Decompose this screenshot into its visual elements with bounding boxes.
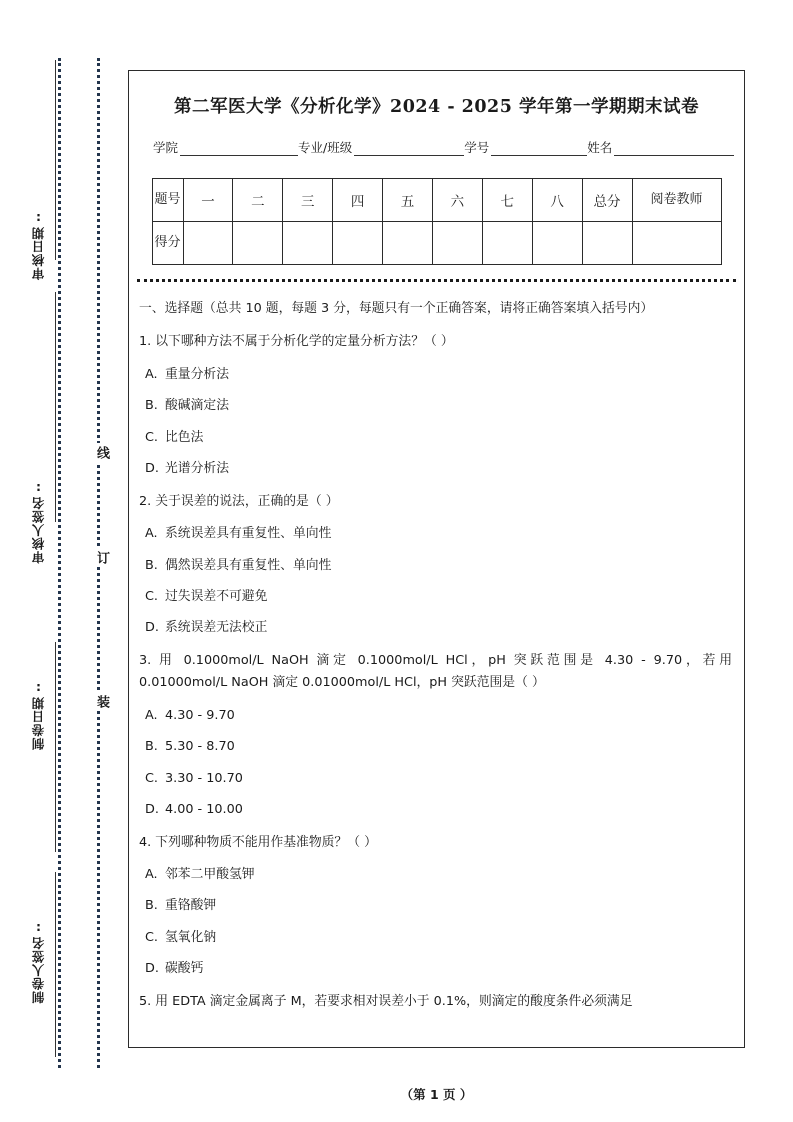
option-text: 碳酸钙 [165,961,204,977]
question-1-option-d[interactable] [145,459,732,479]
field-name-label: 姓名 [587,140,613,155]
field-student-id-input[interactable] [491,141,587,156]
score-cell-total[interactable] [582,222,632,265]
field-name-input[interactable] [614,141,734,156]
option-text: 重铬酸钾 [165,898,217,914]
table-row-question-numbers [152,179,721,222]
question-2-option-c[interactable] [145,587,732,607]
col-header-7: 七 [482,179,532,222]
field-college-input[interactable] [180,141,298,156]
question-4-option-a[interactable] [145,865,732,885]
score-cell-6[interactable] [432,222,482,265]
field-student-id [464,138,587,156]
question-5-stem: 5. 用 EDTA 滴定金属离子 M，若要求相对误差小于 0.1%，则滴定的酸度条件必须满足 [139,993,633,1009]
sidebar-label-review-date [22,210,56,280]
score-cell-2[interactable] [233,222,283,265]
question-2-option-a[interactable] [145,524,732,544]
question-4-option-c[interactable] [145,928,732,948]
option-text: 系统误差具有重复性、单向性 [165,526,332,542]
table-row-scores [152,222,721,265]
field-student-id-label: 学号 [464,140,490,155]
option-text: 系统误差无法校正 [165,620,268,636]
option-text: 比色法 [165,429,204,445]
question-2-option-b[interactable] [145,556,732,576]
row-header-question-no-char1: 题号 [154,192,181,208]
grading-teacher-cell[interactable] [632,222,721,265]
option-text: 5.30 - 8.70 [165,739,235,755]
question-1-option-a[interactable] [145,365,732,385]
col-header-2: 二 [233,179,283,222]
question-4-option-b[interactable] [145,896,732,916]
col-header-total: 总分 [582,179,632,222]
col-header-5: 五 [383,179,433,222]
question-3-option-c[interactable] [145,769,732,789]
option-letter: B. [145,739,158,755]
page-indicator: （第 1 页 ） [400,1087,473,1102]
option-text: 4.00 - 10.00 [165,802,243,818]
question-4-stem: 4. 下列哪种物质不能用作基准物质？（ ） [139,834,377,850]
option-letter: A. [145,707,158,723]
question-3-option-b[interactable] [145,737,732,757]
option-text: 邻苯二甲酸氢钾 [165,866,255,882]
question-1-option-c[interactable] [145,428,732,448]
row-header-score [152,222,183,265]
printer-signature-label: 制卷人签名: [30,920,46,1004]
field-major-class [298,138,464,156]
review-date-label: 审核日期: [30,210,46,280]
option-text: 光谱分析法 [165,461,229,477]
score-cell-5[interactable] [383,222,433,265]
option-letter: C. [145,770,159,786]
binding-dotted-line-outer [58,58,61,1068]
score-cell-3[interactable] [283,222,333,265]
question-1-option-b[interactable] [145,396,732,416]
fold-char-line: 线 [86,443,108,462]
page-footer [128,1085,745,1103]
option-letter: C. [145,929,159,945]
student-info-row [153,138,730,156]
field-name [587,138,734,156]
reviewer-signature-label: 审核人签名: [30,480,46,564]
question-body [129,282,744,1013]
field-college [153,138,298,156]
col-header-4: 四 [333,179,383,222]
col-header-3: 三 [283,179,333,222]
option-letter: D. [145,961,159,977]
sidebar-label-reviewer-signature [22,480,56,564]
option-letter: B. [145,898,158,914]
option-text: 3.30 - 10.70 [165,770,243,786]
sidebar-label-print-date [22,680,56,750]
col-header-8: 八 [532,179,582,222]
question-1-stem: 1. 以下哪种方法不属于分析化学的定量分析方法？（ ） [139,334,454,350]
row-header-score-char1: 得分 [154,235,181,251]
option-letter: B. [145,557,158,573]
score-cell-1[interactable] [183,222,233,265]
option-text: 偶然误差具有重复性、单向性 [165,557,332,573]
question-3-option-d[interactable] [145,800,732,820]
exam-paper [128,70,745,1048]
col-header-grading-teacher: 阅卷教师 [632,179,721,222]
option-letter: A. [145,366,158,382]
row-header-question-no [152,179,183,222]
print-date-label: 制卷日期: [30,680,46,750]
option-text: 酸碱滴定法 [165,398,229,414]
option-letter: D. [145,620,159,636]
option-letter: A. [145,866,158,882]
option-text: 4.30 - 9.70 [165,707,235,723]
question-3-stem: 3. 用 0.1000mol/L NaOH 滴定 0.1000mol/L HCl，pH 突跃范围是 4.30 - 9.70，若用 0.01000mol/L NaOH 滴定 0.01000mol/L HCl，pH 突跃范围是（ ） [139,652,732,691]
question-4-option-d[interactable] [145,959,732,979]
question-2-option-d[interactable] [145,618,732,638]
section-heading: 一、选择题（总共 10 题，每题 3 分，每题只有一个正确答案，请将正确答案填入括号内） [139,301,654,316]
col-header-6: 六 [432,179,482,222]
field-major-class-input[interactable] [354,141,464,156]
option-letter: A. [145,526,158,542]
field-college-label: 学院 [153,140,179,155]
fold-char-bind: 订 [86,548,108,567]
page-title: 第二军医大学《分析化学》2024 - 2025 学年第一学期期末试卷 [174,97,699,117]
fold-char-seal: 装 [86,692,108,711]
option-text: 氢氧化钠 [165,929,217,945]
sidebar-label-printer-signature [22,920,56,1004]
option-letter: D. [145,461,159,477]
option-letter: B. [145,398,158,414]
score-cell-7[interactable] [482,222,532,265]
question-2-stem: 2. 关于误差的说法，正确的是（ ） [139,493,339,509]
option-text: 重量分析法 [165,366,229,382]
field-major-class-label: 专业/班级 [298,140,353,155]
score-cell-4[interactable] [333,222,383,265]
col-header-1: 一 [183,179,233,222]
score-table [152,178,722,265]
score-cell-8[interactable] [532,222,582,265]
option-letter: C. [145,429,159,445]
option-text: 过失误差不可避免 [165,588,268,604]
question-3-option-a[interactable] [145,706,732,726]
option-letter: C. [145,588,159,604]
option-letter: D. [145,802,159,818]
